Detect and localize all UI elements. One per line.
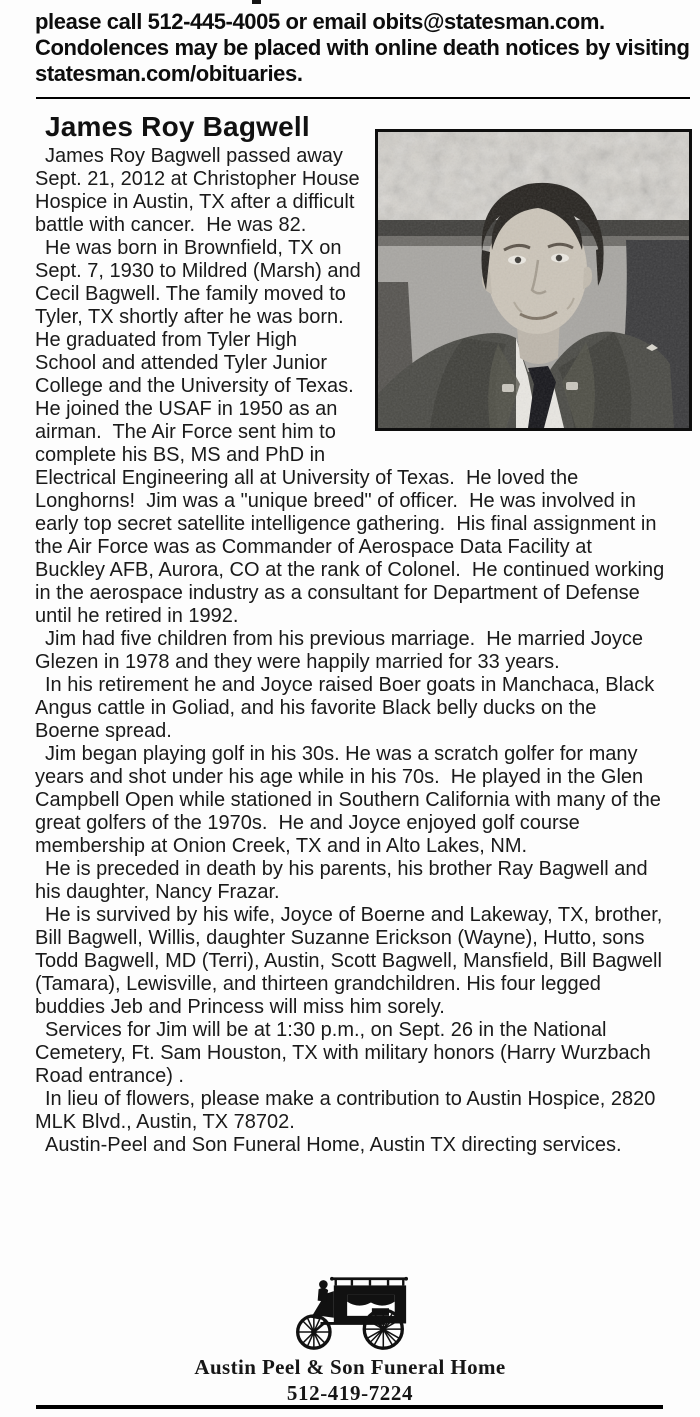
masthead-line: please call 512-445-4005 or email obits@statesman.com. bbox=[35, 9, 605, 34]
obituary-article bbox=[35, 111, 670, 1157]
obituary-paragraph: Services for Jim will be at 1:30 p.m., on Sept. 26 in the National Cemetery, Ft. Sam Houston, TX with military honors (Harry Wurzbach Road entrance) . bbox=[35, 1019, 657, 1087]
masthead-line: statesman.com/obituaries. bbox=[35, 61, 303, 86]
obituary-paragraph: Jim had five children from his previous marriage. He married Joyce Glezen in 1978 and they were happily married for 33 years. bbox=[35, 628, 649, 673]
portrait-photo bbox=[375, 129, 692, 431]
cropped-text-fragment bbox=[252, 0, 261, 4]
obituary-paragraph: James Roy Bagwell passed away Sept. 21, 2012 at Christopher House Hospice in Austin, TX after a difficult battle with cancer. He was 82. bbox=[35, 145, 366, 236]
obituary-paragraph: In his retirement he and Joyce raised Boer goats in Manchaca, Black Angus cattle in Goliad, and his favorite Black belly ducks on the Boerne spread. bbox=[35, 674, 659, 742]
obituary-paragraph: He is survived by his wife, Joyce of Boerne and Lakeway, TX, brother, Bill Bagwell, Willis, daughter Suzanne Erickson (Wayne), Hutto, sons Todd Bagwell, MD (Terri), Austin, Scott Bagwell, Mansfield, Bill Bagwell (Tamara), Lewisville, and thirteen grandchildren. His four legged buddies Jeb and Princess will miss him sorely. bbox=[35, 904, 668, 1018]
masthead-line: Condolences may be placed with online death notices by visiting bbox=[35, 35, 690, 60]
masthead-notice bbox=[35, 9, 690, 87]
obituary-paragraph: In lieu of flowers, please make a contribution to Austin Hospice, 2820 MLK Blvd., Austin, TX 78702. bbox=[35, 1088, 661, 1133]
portrait-svg bbox=[378, 132, 689, 428]
obituary-paragraph: He is preceded in death by his parents, his brother Ray Bagwell and his daughter, Nancy Frazar. bbox=[35, 858, 654, 903]
carriage-icon bbox=[274, 1274, 426, 1352]
funeral-home-phone: 512-419-7224 bbox=[286, 1381, 414, 1405]
page-title: James Roy Bagwell bbox=[45, 111, 310, 142]
section-divider bbox=[36, 97, 690, 99]
funeral-home-name: Austin Peel & Son Funeral Home bbox=[194, 1355, 506, 1379]
obituary-paragraph: Jim began playing golf in his 30s. He was a scratch golfer for many years and shot under his age while in his 70s. He played in the Glen Campbell Open while stationed in Southern California with many of the great golfers of the 1970s. He and Joyce enjoyed golf course membership at Onion Creek, TX and in Alto Lakes, NM. bbox=[35, 743, 667, 857]
funeral-home-footer bbox=[0, 1274, 700, 1406]
obituary-paragraph: Austin-Peel and Son Funeral Home, Austin TX directing services. bbox=[45, 1134, 622, 1156]
bottom-divider bbox=[36, 1405, 663, 1409]
obituary-paragraph: He was born in Brownfield, TX on Sept. 7, 1930 to Mildred (Marsh) and Cecil Bagwell. The family moved to Tyler, TX shortly after he was born. He graduated from Tyler High School and attended Tyler Junior College and the University of Texas. He joined the USAF in 1950 as an airman. The Air Force sent him to complete his BS, MS and PhD in Electrical Engineering all at University of Texas. He loved the Longhorns! Jim was a "unique breed" of officer. He was involved in early top secret satellite intelligence gathering. His final assignment in the Air Force was as Commander of Aerospace Data Facility at Buckley AFB, Aurora, CO at the rank of Colonel. He continued working in the aerospace industry as a consultant for Department of Defense until he retired in 1992. bbox=[35, 237, 670, 627]
